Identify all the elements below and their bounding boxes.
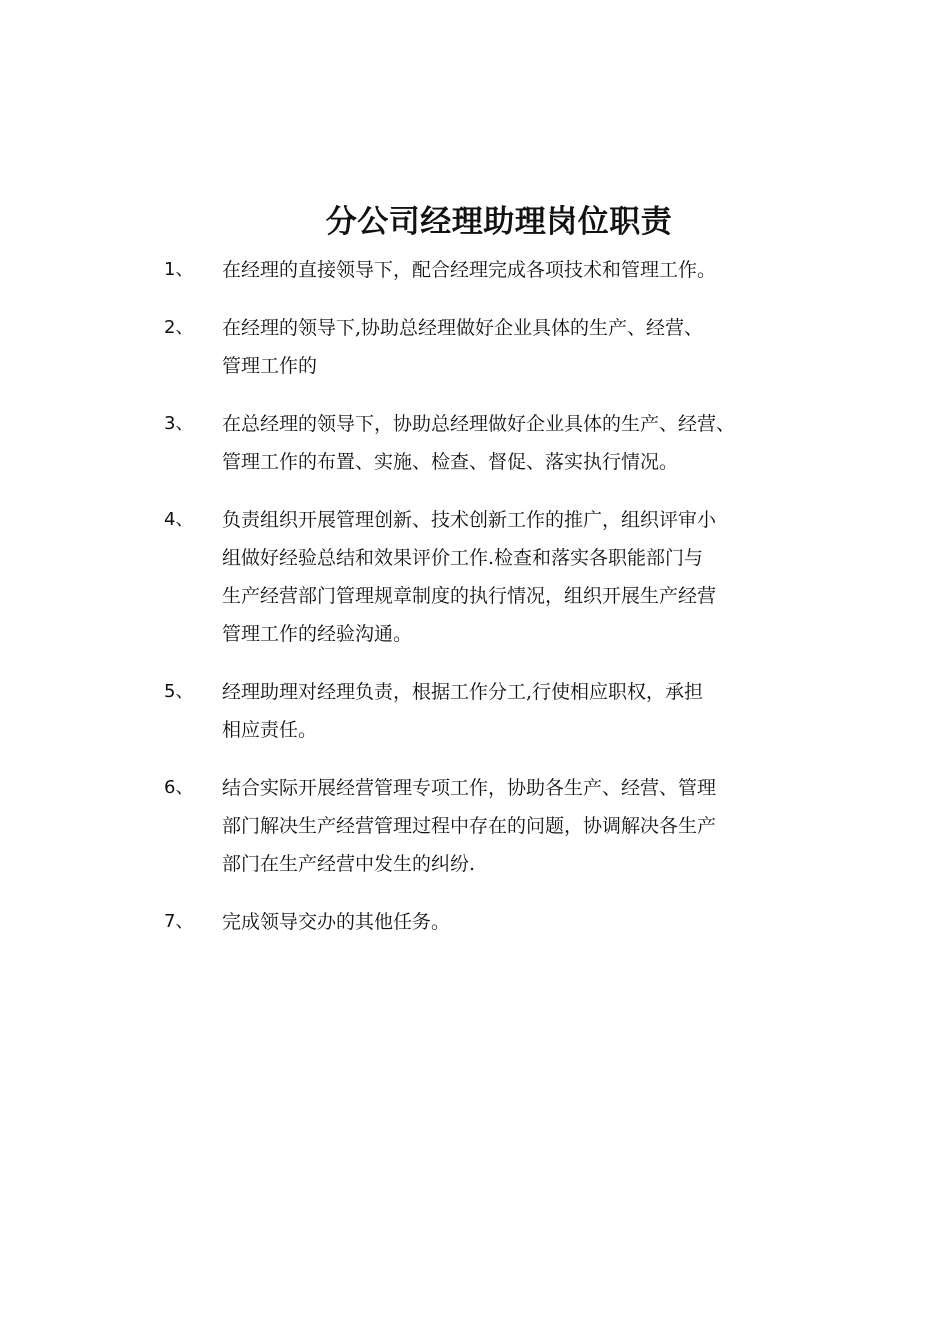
duty-text-line: 部门解决生产经营管理过程中存在的问题，协调解决各生产 [222,815,717,837]
duty-number: 5、 [164,681,194,702]
duty-item [0,903,950,941]
duty-text-line: 管理工作的布置、实施、检查、督促、落实执行情况。 [222,451,679,473]
duty-item [0,309,950,385]
document-title: 分公司经理助理岗位职责 [325,203,673,240]
duty-text [222,251,822,289]
duty-text-line: 管理工作的经验沟通。 [222,623,413,645]
duty-item [0,251,950,289]
duty-number: 4、 [164,509,194,530]
duty-number: 7、 [164,911,194,932]
duty-text-line: 管理工作的 [222,355,318,377]
duty-number: 2、 [164,317,194,338]
duty-text-line: 结合实际开展经营管理专项工作，协助各生产、经营、管理 [222,777,717,799]
duty-number: 6、 [164,777,194,798]
duty-text-line: 完成领导交办的其他任务。 [222,911,451,933]
duty-number: 3、 [164,413,194,434]
duty-text-line: 在总经理的领导下，协助总经理做好企业具体的生产、经营、 [222,413,736,435]
duty-item [0,501,950,653]
duty-text-line: 在经理的领导下,协助总经理做好企业具体的生产、经营、 [222,317,704,339]
duty-text [222,309,822,385]
duty-item [0,405,950,481]
duty-text [222,501,822,653]
duty-text-line: 经理助理对经理负责，根据工作分工,行使相应职权，承担 [222,681,704,703]
duty-item [0,673,950,749]
duty-text-line: 组做好经验总结和效果评价工作.检查和落实各职能部门与 [222,547,704,569]
duty-text-line: 在经理的直接领导下，配合经理完成各项技术和管理工作。 [222,259,717,281]
duty-text-line: 相应责任。 [222,719,318,741]
duty-text [222,903,822,941]
duty-number: 1、 [164,259,194,280]
duty-text [222,769,822,883]
duty-text-line: 部门在生产经营中发生的纠纷. [222,853,476,875]
duty-list [0,251,950,961]
duty-text [222,405,822,481]
duty-text-line: 负责组织开展管理创新、技术创新工作的推广，组织评审小 [222,509,717,531]
duty-item [0,769,950,883]
duty-text-line: 生产经营部门管理规章制度的执行情况，组织开展生产经营 [222,585,717,607]
duty-text [222,673,822,749]
